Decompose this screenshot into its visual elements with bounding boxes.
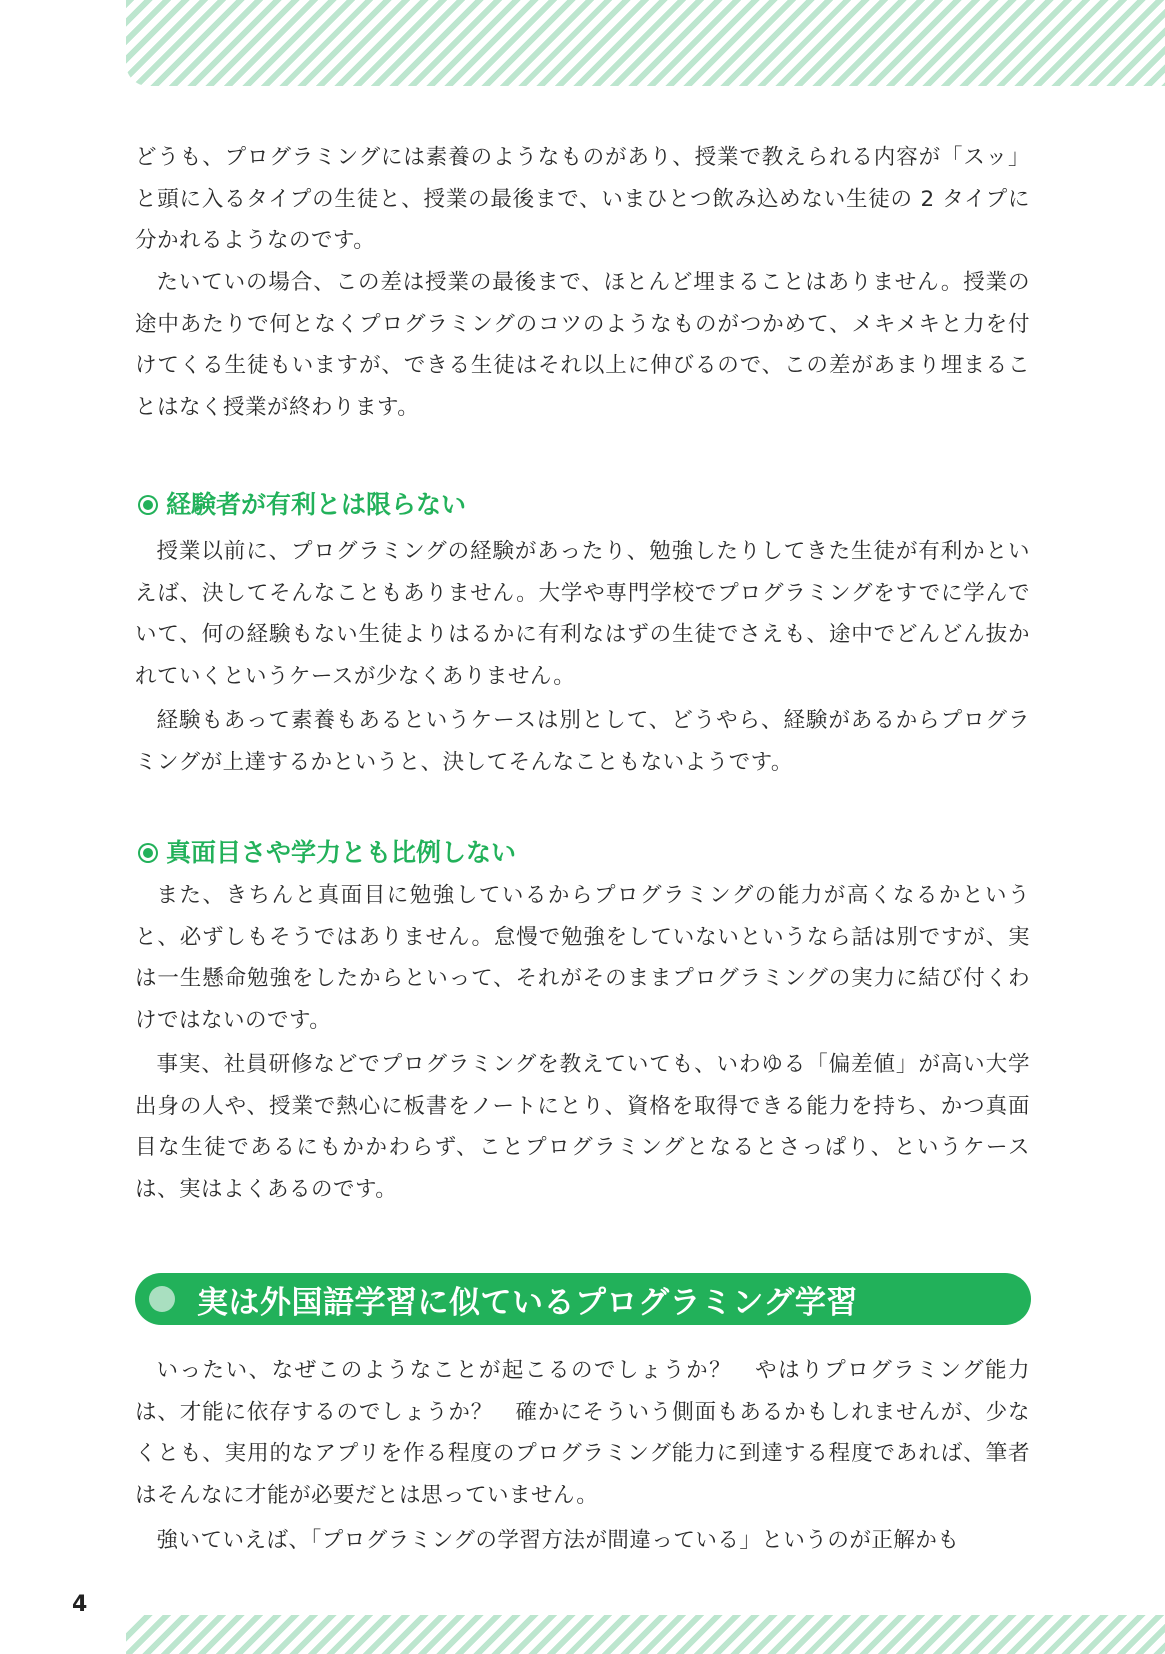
body-paragraph: 強いていえば、「プログラミングの学習方法が間違っている」というのが正解かも <box>156 1528 960 1553</box>
banner-title: 実は外国語学習に似ているプログラミング学習 <box>197 1284 858 1321</box>
page-number: 4 <box>72 1592 88 1617</box>
decorative-stripe-footer <box>126 1615 1165 1654</box>
circle-bullet-icon <box>149 1286 175 1312</box>
section-heading-text: 経験者が有利とは限らない <box>166 490 467 519</box>
section-heading <box>140 835 516 871</box>
bullseye-bullet-icon <box>140 845 156 861</box>
bullseye-bullet-icon <box>140 497 156 513</box>
decorative-stripe-header <box>126 0 1165 86</box>
section-banner <box>135 1273 1031 1325</box>
body-paragraph: 事実、社員研修などでプログラミングを教えていても、いわゆる「偏差値」が高い大学出身の人や、授業で熱心に板書をノートにとり、資格を取得できる能力を持ち、かつ真面目な生徒であるにもかかわらず、ことプログラミングとなるとさっぱり、というケースは、実はよくあるのです。 <box>135 1052 1030 1202</box>
body-paragraph: たいていの場合、この差は授業の最後まで、ほとんど埋まることはありません。授業の途中あたりで何となくプログラミングのコツのようなものがつかめて、メキメキと力を付けてくる生徒もいますが、できる生徒はそれ以上に伸びるので、この差があまり埋まることはなく授業が終わります。 <box>135 270 1030 420</box>
section-heading-text: 真面目さや学力とも比例しない <box>166 838 517 867</box>
body-paragraph: いったい、なぜこのようなことが起こるのでしょうか？ やはりプログラミング能力は、才能に依存するのでしょうか？ 確かにそういう側面もあるかもしれませんが、少なくとも、実用的なアプリを作る程度のプログラミング能力に到達する程度であれば、筆者はそんなに才能が必要だとは思っていません。 <box>135 1358 1030 1508</box>
section-heading <box>140 487 466 523</box>
body-paragraph: 授業以前に、プログラミングの経験があったり、勉強したりしてきた生徒が有利かといえば、決してそんなこともありません。大学や専門学校でプログラミングをすでに学んでいて、何の経験もない生徒よりはるかに有利なはずの生徒でさえも、途中でどんどん抜かれていくというケースが少なくありません。 <box>135 539 1030 689</box>
body-paragraph: どうも、プログラミングには素養のようなものがあり、授業で教えられる内容が「スッ」と頭に入るタイプの生徒と、授業の最後まで、いまひとつ飲み込めない生徒の 2 タイプに分かれるようなのです。 <box>135 145 1030 253</box>
body-paragraph: また、きちんと真面目に勉強しているからプログラミングの能力が高くなるかというと、必ずしもそうではありません。怠慢で勉強をしていないというなら話は別ですが、実は一生懸命勉強をしたからといって、それがそのままプログラミングの実力に結び付くわけではないのです。 <box>135 883 1030 1033</box>
body-paragraph: 経験もあって素養もあるというケースは別として、どうやら、経験があるからプログラミングが上達するかというと、決してそんなこともないようです。 <box>135 708 1030 775</box>
